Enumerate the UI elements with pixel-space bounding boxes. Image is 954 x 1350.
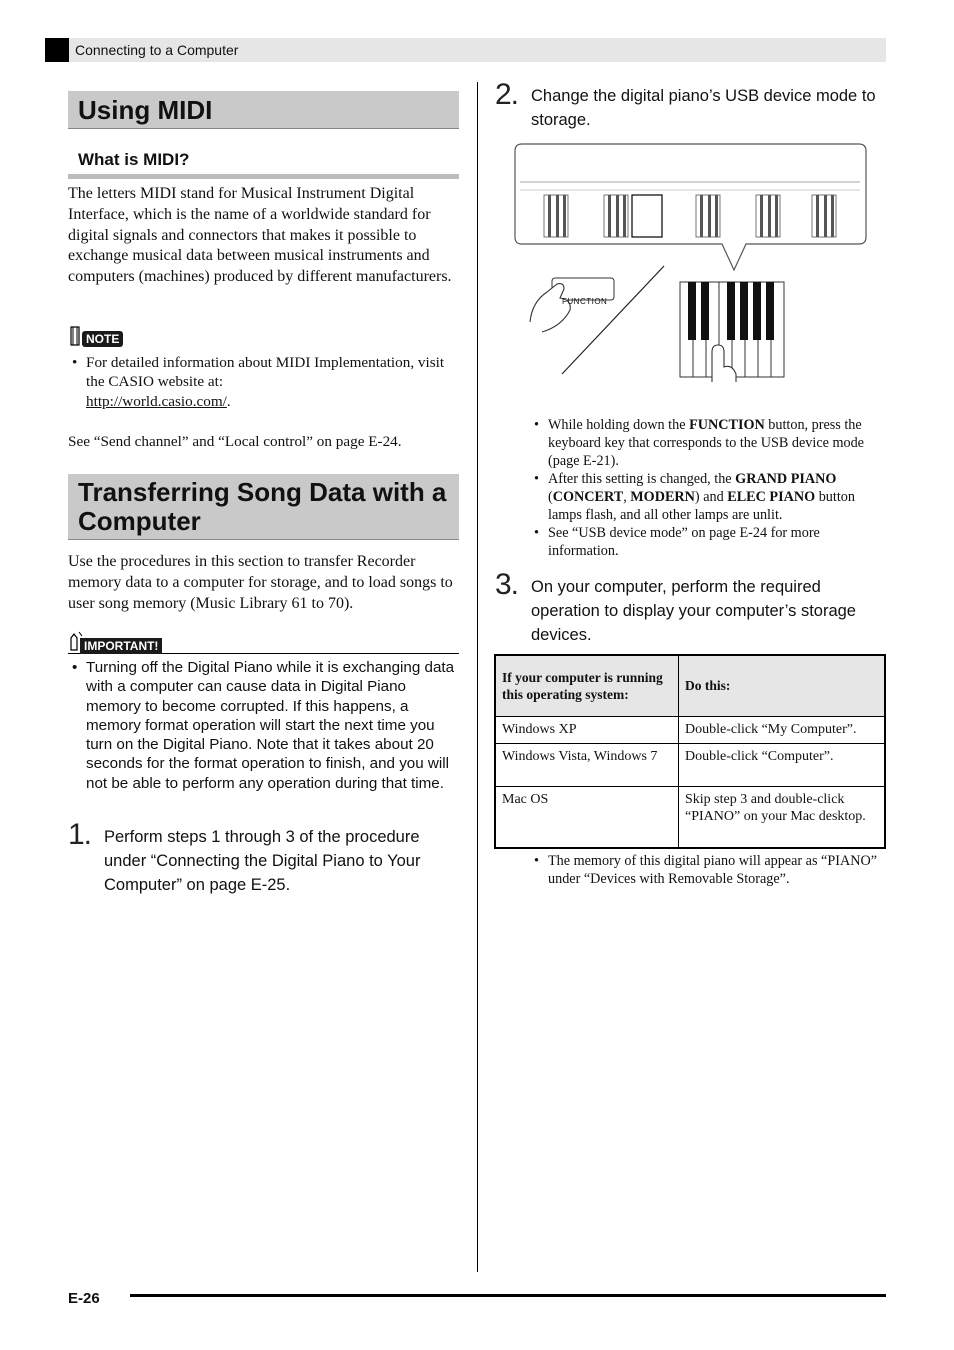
- table-row: [495, 717, 885, 744]
- header-section-title: Connecting to a Computer: [75, 42, 239, 58]
- see-reference: See “Send channel” and “Local control” on page E-24.: [68, 433, 402, 450]
- important-label: IMPORTANT!: [80, 638, 162, 654]
- running-header: [45, 38, 886, 62]
- step-3-number: 3.: [495, 568, 519, 601]
- table-header-os: If your computer is running this operating system:: [495, 655, 679, 717]
- step-3-notes: [530, 852, 886, 888]
- midi-paragraph: The letters MIDI stand for Musical Instrument Digital Interface, which is the name of a worldwide standard for digital signals and connectors that makes it possible to exchange musical data between musical instruments and computers (machines) produced by different manufacturers.: [68, 185, 452, 286]
- note-icon: [68, 325, 82, 345]
- heading-using-midi: Using MIDI: [68, 91, 459, 129]
- casio-website-link[interactable]: http://world.casio.com/: [86, 392, 227, 410]
- table-cell-os: Windows Vista, Windows 7: [495, 743, 679, 786]
- subheading-rule: [68, 174, 459, 179]
- step-2-number: 2.: [495, 78, 519, 111]
- heading-what-is-midi: What is MIDI?: [78, 150, 190, 169]
- table-cell-action: Double-click “Computer”.: [679, 743, 886, 786]
- note-label: NOTE: [82, 331, 123, 347]
- header-marker: [45, 38, 69, 62]
- note-block: [68, 325, 459, 411]
- step-1-text: Perform steps 1 through 3 of the procedure under “Connecting the Digital Piano to Your Computer” on page E-25.: [104, 828, 421, 894]
- table-header-action: Do this:: [679, 655, 886, 717]
- important-item: • Turning off the Digital Piano while it is exchanging data with a computer can cause data in Digital Piano memory to become corrupted. If this happens, a memory format operation will start the next time you turn on the Digital Piano. Note that it takes about 20 seconds for the format operation to finish, and you will not be able to perform any operation during that time.: [68, 658, 459, 793]
- important-block: [68, 630, 459, 793]
- table-cell-os: Mac OS: [495, 786, 679, 848]
- table-header-row: [495, 655, 885, 717]
- table-row: [495, 743, 885, 786]
- step-3-text: On your computer, perform the required operation to display your computer’s storage devices.: [531, 578, 856, 644]
- page-number: E-26: [68, 1290, 100, 1307]
- step-2-note-2: • After this setting is changed, the GRAND PIANO (CONCERT, MODERN) and ELEC PIANO button lamps flash, and all other lamps are unlit.: [530, 470, 886, 524]
- column-divider: [477, 82, 478, 1272]
- table-cell-action: Skip step 3 and double-click “PIANO” on your Mac desktop.: [679, 786, 886, 848]
- step-1-number: 1.: [68, 818, 92, 851]
- footer-rule: [130, 1294, 886, 1297]
- table-cell-os: Windows XP: [495, 717, 679, 744]
- step-2-notes: [530, 416, 886, 560]
- table-row: [495, 786, 885, 848]
- os-table: [494, 654, 886, 849]
- table-cell-action: Double-click “My Computer”.: [679, 717, 886, 744]
- piano-figure: [512, 142, 872, 382]
- step-3-note-1: • The memory of this digital piano will appear as “PIANO” under “Devices with Removable Storage”.: [530, 852, 886, 888]
- step-2-text: Change the digital piano’s USB device mode to storage.: [531, 87, 876, 129]
- note-item: • For detailed information about MIDI Implementation, visit the CASIO website at: http://world.casio.com/.: [68, 353, 459, 411]
- transfer-paragraph: Use the procedures in this section to transfer Recorder memory data to a computer for storage, and to load songs to user song memory (Music Library 61 to 70).: [68, 553, 453, 612]
- function-button-label: FUNCTION: [562, 297, 608, 306]
- step-2-note-3: • See “USB device mode” on page E-24 for more information.: [530, 524, 886, 560]
- heading-transferring-song-data: Transferring Song Data with a Computer: [68, 474, 459, 540]
- step-2-note-1: • While holding down the FUNCTION button, press the keyboard key that corresponds to the USB device mode (page E-21).: [530, 416, 886, 470]
- piano-illustration: [512, 142, 872, 382]
